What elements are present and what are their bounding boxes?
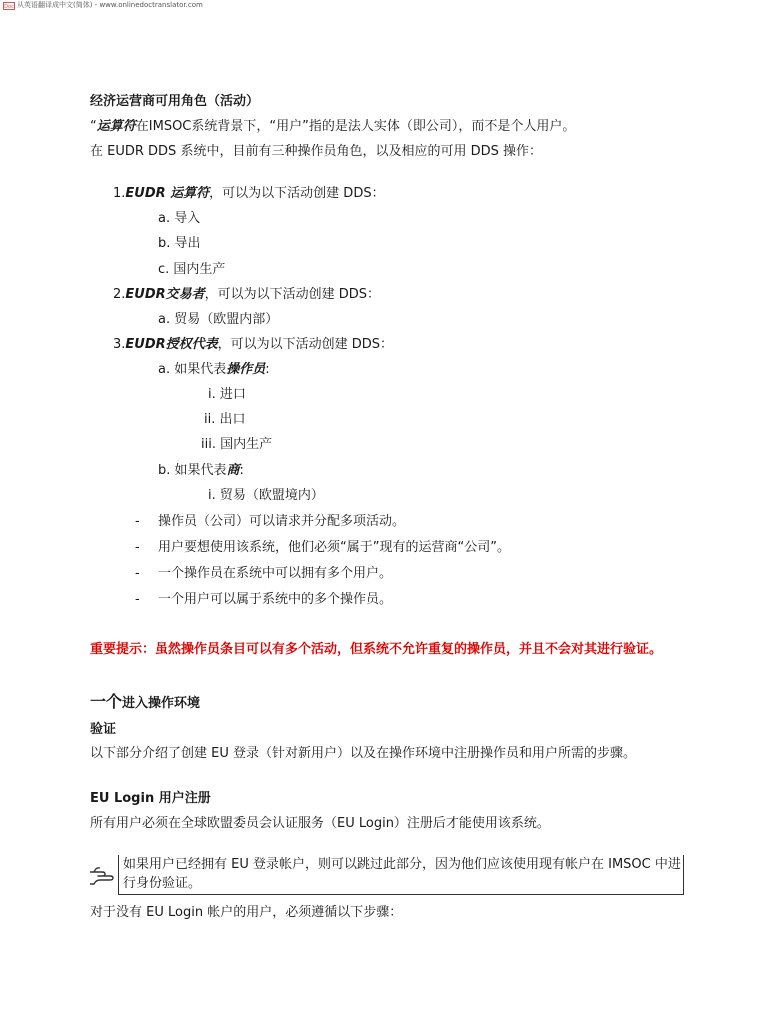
- subheading-eu-login: EU Login 用户注册: [90, 791, 211, 806]
- role-desc: ，可以为以下活动创建 DDS：: [217, 337, 394, 352]
- intro-term: 运算符: [96, 119, 136, 134]
- role3-a-suffix: :: [265, 362, 270, 377]
- role-name: EUDR交易者: [125, 287, 205, 302]
- role1-item-export: b. 导出: [158, 236, 201, 251]
- intro-quote: “: [90, 119, 97, 134]
- role-number: 3.: [113, 337, 126, 352]
- role-number: 1.: [113, 186, 126, 201]
- role3-a-item-domestic: iii. 国内生产: [201, 437, 273, 452]
- paragraph-steps: 对于没有 EU Login 帐户的用户，必须遵循以下步骤：: [90, 905, 403, 920]
- role-trader: [113, 286, 380, 304]
- role-name: EUDR授权代表: [125, 337, 218, 352]
- role3-a-prefix: a. 如果代表: [158, 362, 227, 377]
- section-heading-environment: [90, 693, 200, 713]
- paragraph-eu-login: 所有用户必须在全球欧盟委员会认证服务（EU Login）注册后才能使用该系统。: [90, 816, 550, 831]
- role3-b-suffix: :: [239, 463, 244, 478]
- section-title: 经济运营商可用角色（活动）: [90, 94, 260, 109]
- translator-banner-text[interactable]: 从英语翻译成中文(简体) - www.onlinedoctranslator.com: [17, 1, 203, 9]
- translator-logo: Doc: [4, 3, 14, 10]
- note-box: [118, 855, 684, 895]
- role3-b-item-trade: i. 贸易（欧盟境内）: [208, 488, 324, 503]
- intro-rest: 在IMSOC系统背景下，“用户”指的是法人实体（即公司），而不是个人用户。: [135, 119, 576, 134]
- role-authorized-rep: [113, 336, 393, 354]
- bullet-item: 操作员（公司）可以请求并分配多项活动。: [158, 514, 406, 529]
- role3-b-prefix: b. 如果代表: [158, 463, 227, 478]
- role3-b-line: [158, 462, 244, 480]
- intro-paragraph: [90, 118, 575, 136]
- paragraph-verify: 以下部分介绍了创建 EU 登录（针对新用户）以及在操作环境中注册操作员和用户所需的步骤。: [90, 746, 636, 761]
- note-line-1: 如果用户已经拥有 EU 登录帐户，则可以跳过此部分，因为他们应该使用现有帐户在 IMSOC 中进: [123, 857, 681, 872]
- bullet-item: 一个操作员在系统中可以拥有多个用户。: [158, 566, 393, 581]
- role-desc: ，可以为以下活动创建 DDS：: [209, 186, 385, 201]
- pointing-hand-icon: [88, 862, 116, 888]
- roles-intro-paragraph: 在 EUDR DDS 系统中，目前有三种操作员角色，以及相应的可用 DDS 操作：: [90, 144, 542, 159]
- subheading-verify: 验证: [90, 722, 117, 737]
- role1-item-import: a. 导入: [158, 211, 201, 226]
- role3-a-line: [158, 361, 270, 379]
- important-notice: 重要提示：虽然操作员条目可以有多个活动，但系统不允许重复的操作员，并且不会对其进行验证。: [90, 642, 663, 657]
- bullet-item: 用户要想使用该系统，他们必须“属于”现有的运营商“公司”。: [158, 540, 510, 555]
- role-name: EUDR 运算符: [125, 186, 210, 201]
- bullet-item: 一个用户可以属于系统中的多个操作员。: [158, 592, 393, 607]
- role3-b-term: 商: [226, 463, 240, 478]
- role1-item-domestic: c. 国内生产: [158, 262, 226, 277]
- bullet-marker: -: [135, 514, 140, 529]
- role-operator: [113, 185, 385, 203]
- role3-a-term: 操作员: [226, 362, 266, 377]
- role3-a-item-export: ii. 出口: [204, 412, 246, 427]
- bullet-marker: -: [135, 540, 140, 555]
- bullet-marker: -: [135, 566, 140, 581]
- role-number: 2.: [113, 287, 126, 302]
- translator-banner: [3, 0, 203, 11]
- role3-a-item-import: i. 进口: [208, 387, 246, 402]
- heading-big: 一个: [90, 692, 123, 711]
- note-line-2: 行身份验证。: [123, 876, 202, 891]
- bullet-marker: -: [135, 592, 140, 607]
- role-desc: ，可以为以下活动创建 DDS：: [204, 287, 381, 302]
- heading-rest: 进入操作环境: [122, 696, 201, 711]
- role2-item-trade: a. 贸易（欧盟内部）: [158, 312, 279, 327]
